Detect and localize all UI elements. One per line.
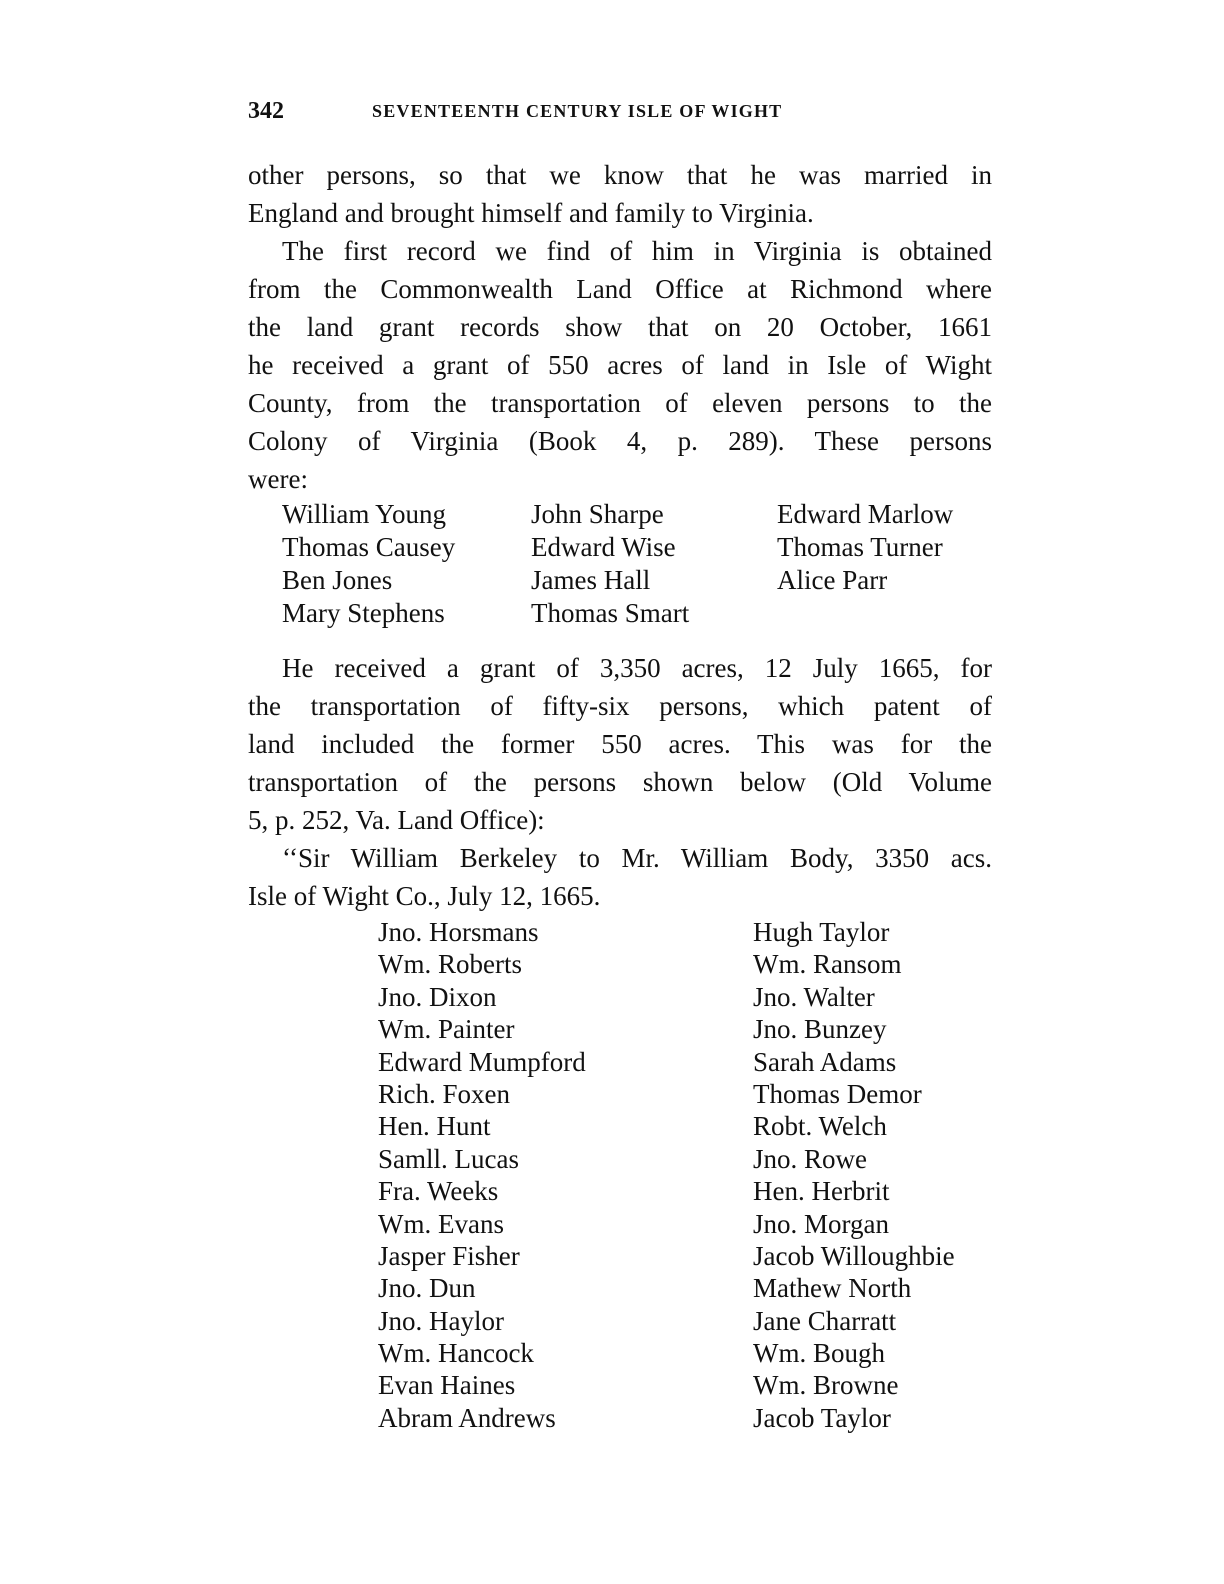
- person-name: Sarah Adams: [753, 1046, 897, 1077]
- person-name: Rich. Foxen: [378, 1078, 510, 1109]
- person-name: Thomas Turner: [777, 532, 943, 562]
- person-name: Evan Haines: [378, 1370, 516, 1401]
- running-title: SEVENTEENTH CENTURY ISLE OF WIGHT: [372, 101, 783, 121]
- person-name: Jno. Walter: [753, 981, 875, 1012]
- person-name: Jno. Morgan: [753, 1208, 890, 1239]
- person-name: Hugh Taylor: [753, 917, 890, 947]
- names-column: [282, 498, 455, 630]
- text-line: ‘‘Sir William Berkeley to Mr. William Body, 3350 acs.: [282, 843, 992, 873]
- person-name: Jacob Taylor: [753, 1402, 891, 1433]
- person-name: Jacob Willoughbie: [753, 1240, 955, 1271]
- names-column: [777, 498, 953, 597]
- text-line: were:: [248, 464, 308, 494]
- names-column: [378, 916, 586, 1434]
- person-name: Wm. Bough: [753, 1338, 885, 1369]
- person-name: Thomas Demor: [753, 1078, 922, 1109]
- text-line: the land grant records show that on 20 October, 1661: [248, 312, 992, 342]
- text-line: The first record we find of him in Virginia is obtained: [282, 236, 992, 266]
- names-column: [531, 498, 689, 630]
- person-name: Jno. Haylor: [378, 1305, 504, 1336]
- person-name: William Young: [282, 499, 446, 529]
- text-line: Isle of Wight Co., July 12, 1665.: [248, 881, 601, 911]
- text-line: from the Commonwealth Land Office at Richmond where: [248, 274, 992, 304]
- person-name: Jasper Fisher: [378, 1240, 520, 1271]
- person-name: Jane Charratt: [753, 1305, 897, 1336]
- person-name: Jno. Rowe: [753, 1143, 867, 1174]
- person-name: Alice Parr: [777, 565, 888, 595]
- text-line: the transportation of fifty-six persons, which patent of: [248, 691, 992, 721]
- paragraph-3: [248, 649, 992, 839]
- person-name: Jno. Bunzey: [753, 1014, 887, 1045]
- quote-paragraph: [248, 839, 992, 915]
- person-name: Thomas Causey: [282, 532, 456, 562]
- person-name: Hen. Hunt: [378, 1111, 491, 1142]
- paragraph-1: [248, 156, 992, 232]
- person-name: Thomas Smart: [531, 598, 690, 628]
- person-name: Samll. Lucas: [378, 1143, 519, 1174]
- text-line: he received a grant of 550 acres of land in Isle of Wight: [248, 350, 992, 380]
- person-name: Mathew North: [753, 1273, 912, 1304]
- person-name: Edward Mumpford: [378, 1046, 586, 1077]
- person-name: Jno. Dixon: [378, 981, 497, 1012]
- text-line: He received a grant of 3,350 acres, 12 July 1665, for: [282, 653, 992, 683]
- names-column: [753, 916, 955, 1434]
- paragraph-2: [248, 232, 992, 498]
- person-name: Edward Marlow: [777, 499, 954, 529]
- person-name: John Sharpe: [531, 499, 664, 529]
- text-line: 5, p. 252, Va. Land Office):: [248, 805, 545, 835]
- text-line: Colony of Virginia (Book 4, p. 289). These persons: [248, 426, 992, 456]
- person-name: Robt. Welch: [753, 1111, 887, 1142]
- person-name: Ben Jones: [282, 565, 393, 595]
- text-line: other persons, so that we know that he was married in: [248, 160, 992, 190]
- person-name: Wm. Roberts: [378, 949, 522, 980]
- person-name: Abram Andrews: [378, 1402, 556, 1433]
- person-name: Mary Stephens: [282, 598, 445, 628]
- text-line: County, from the transportation of eleven persons to the: [248, 388, 992, 418]
- text-line: England and brought himself and family to Virginia.: [248, 198, 814, 228]
- person-name: James Hall: [531, 565, 651, 595]
- text-line: transportation of the persons shown below (Old Volume: [248, 767, 992, 797]
- person-name: Jno. Dun: [378, 1273, 476, 1304]
- text-line: land included the former 550 acres. This was for the: [248, 729, 992, 759]
- person-name: Wm. Browne: [753, 1370, 899, 1401]
- person-name: Fra. Weeks: [378, 1176, 499, 1207]
- person-name: Edward Wise: [531, 532, 676, 562]
- person-name: Wm. Evans: [378, 1208, 504, 1239]
- person-name: Wm. Ransom: [753, 949, 902, 980]
- page-number: 342: [248, 98, 284, 124]
- person-name: Jno. Horsmans: [378, 917, 539, 947]
- person-name: Wm. Painter: [378, 1014, 515, 1045]
- person-name: Hen. Herbrit: [753, 1176, 890, 1207]
- person-name: Wm. Hancock: [378, 1338, 534, 1369]
